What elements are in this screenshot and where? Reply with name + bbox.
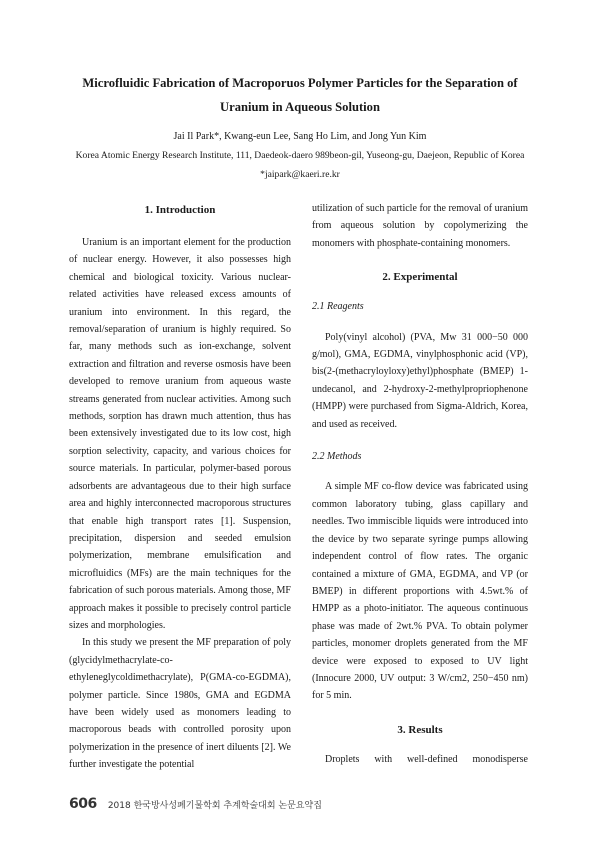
affiliation: Korea Atomic Energy Research Institute, 111, Daedeok-daero 989beon-gil, Yuseong-gu, Daejeon, Republic of Korea (75, 150, 525, 161)
page-number: 606 (69, 796, 97, 812)
introduction-paragraph-1: Uranium is an important element for the production of nuclear energy. However, it also possesses high chemical and biological toxicity. Various nuclear-related activities have released excess amounts of uranium into environment. In this regard, the removal/separation of uranium is highly required. So far, many methods such as ion-exchange, solvent extraction and filtration and reverse osmosis have been developed to remove uranium from aqueous waste streams generated from nuclear activities. Among such methods, sorption has drawn much attention, thus has been extensively investigated due to its low cost, high sorption selectivity, capacity, and various choices for source materials. In particular, polymer-based porous adsorbents are advantageous due to their high surface area and highly interconnected macroporous structures that enable high transport rates [1]. Suspension, precipitation, dispersion and seeded emulsion polymerization, membrane emulsification and microfluidics (MFs) are the main techniques for the fabrication of such porous materials. Among those, MF approach makes it possible to precisely control particle sizes and morphologies. (69, 237, 291, 631)
right-column (312, 200, 528, 768)
paper-title (40, 71, 560, 119)
subsection-heading-methods: 2.2 Methods (312, 451, 362, 463)
results-paragraph: Droplets with well-defined monodisperse (325, 753, 528, 765)
author-list: Jai Il Park*, Kwang-eun Lee, Sang Ho Lim, and Jong Yun Kim (173, 131, 427, 142)
page-footer (69, 793, 322, 812)
introduction-paragraph-2: In this study we present the MF preparation of poly (glycidylmethacrylate-co-ethyleneglycoldimethacrylate), P(GMA-co-EGDMA), polymer particle. Since 1980s, GMA and EGDMA have been widely used as monomers leading to macroporous beads with controlled porosity upon polymerization in the presence of inert diluents [2]. We further investigate the potential (69, 637, 291, 771)
introduction-paragraph-continued: utilization of such particle for the removal of uranium from aqueous solution by copolymerizing the monomers with phosphate-containing monomers. (312, 203, 528, 249)
title-line-2: Uranium in Aqueous Solution (220, 100, 380, 114)
reagents-paragraph: Poly(vinyl alcohol) (PVA, Mw 31 000−50 000 g/mol), GMA, EGDMA, vinylphosphonic acid (VP), bis(2-(methacryloyloxy)ethyl)phosphate (BMEP) 1-undecanol, and 2-hydroxy-2-methylpropriophenone (HMPP) were purchased from Sigma-Aldrich, Korea, and used as received. (312, 331, 528, 430)
left-column (69, 200, 291, 774)
section-heading-results: 3. Results (397, 723, 443, 736)
title-line-1: Microfluidic Fabrication of Macroporuos Polymer Particles for the Separation of (82, 76, 518, 90)
section-heading-experimental: 2. Experimental (382, 271, 458, 284)
section-heading-introduction: 1. Introduction (144, 204, 216, 216)
corresponding-email: *jaipark@kaeri.re.kr (260, 169, 340, 180)
proceedings-title: 2018 한국방사성폐기물학회 추계학술대회 논문요약집 (107, 801, 322, 811)
methods-paragraph: A simple MF co-flow device was fabricated using common laboratory tubing, glass capillary and needles. Two immiscible liquids were introduced into the device by two separate syringe pumps allowing independent control of flow rates. The organic contained a mixture of GMA, EGDMA, and VP (or BMEP) in different proportions with 4.5wt.% of HMPP as a photo-initiator. The aqueous continuous phase was made of 2wt.% PVA. To obtain polymer particles, monomer droplets generated from the MF device were exposed to exposed to UV light (Innocure 2000, UV output: 3 W/cm2, 250−450 nm) for 5 min. (312, 481, 528, 702)
subsection-heading-reagents: 2.1 Reagents (312, 301, 364, 313)
